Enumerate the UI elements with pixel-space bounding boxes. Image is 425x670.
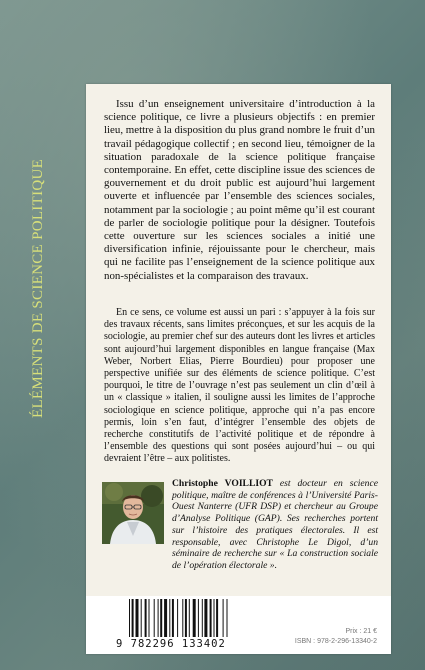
text-panel [86, 84, 391, 654]
series-title-vertical: ÉLÉMENTS DE SCIENCE POLITIQUE [30, 158, 46, 418]
barcode-bar [223, 599, 224, 637]
barcode-bar [185, 599, 187, 637]
barcode-bar [177, 599, 178, 637]
author-name: Christophe VOILLIOT [172, 478, 273, 489]
author-portrait-image [102, 482, 164, 544]
barcode-bar [193, 599, 196, 637]
barcode-bar [172, 599, 174, 637]
barcode-bar [227, 599, 228, 637]
barcode-bar [158, 599, 159, 637]
barcode-bar [202, 599, 203, 637]
barcode-bar [169, 599, 170, 637]
barcode-bar [198, 599, 199, 637]
second-paragraph: En ce sens, ce volume est aussi un pari : s’appuyer à la fois sur des travaux récents, sans limites préconçues, et sur les acquis de la sociologie, au premier chef sur des auteurs dont les livres et articles sont aujourd’hui largement disponibles en langue française (Max Weber, Norbert Elias, Pierre Bourdieu) pour proposer une perspective unifiée sur des éléments de science politique. C’est pourquoi, le titre de l’ouvrage n’est pas seulement un clin d’œil à un « classique » italien, il souligne aussi les limites de l’approche sociologique en science politique, approche qui n’a pas encore permis, loin s’en faut, d’intégrer l’ensemble des objets de recherche constitutifs de l’activité politique et de répondre à l’ensemble des questions qui sont posées aujourd’hui – ou qui devraient l’être – aux politistes. [104, 307, 375, 465]
barcode-bar [182, 599, 183, 637]
barcode-bar [141, 599, 142, 637]
intro-paragraph: Issu d’un enseignement universitaire d’introduction à la science politique, ce livre a plusieurs objectifs : en premier lieu, mettre à la disposition du plus grand nombre le fruit d’un travail pédagogique collectif ; en second lieu, témoigner de la situation paradoxale de la science politique française contemporaine. En effet, cette discipline issue des sciences de gouvernement et du droit public est aujourd’hui largement ouverte et influencée par l’ensemble des sciences sociales, notamment par la sociologie ; au point même qu’il est courant de parler de sociologie politique pour la désigner. Toutefois cette ouverture sur les sciences sociales a initié une diversification infinie, réjouissante pour le chercheur, mais qui ne facilite pas l’enseignement de la science politique aux non-spécialistes et la comparaison des travaux. [104, 98, 376, 282]
isbn-label: ISBN : 978-2-296-13340-2 [294, 638, 377, 645]
barcode-bar [154, 599, 155, 637]
isbn-barcode [128, 599, 268, 637]
barcode-bar [164, 599, 167, 637]
barcode-bar [204, 599, 207, 637]
barcode-bar [189, 599, 190, 637]
barcode-bar [149, 599, 150, 637]
barcode-number: 9 782296 133402 [116, 638, 226, 650]
price-label: Prix : 21 € [345, 628, 377, 635]
barcode-bar [136, 599, 139, 637]
barcode-area [86, 596, 391, 654]
author-photo [102, 482, 164, 544]
barcode-bar [129, 599, 130, 637]
barcode-bar [132, 599, 134, 637]
barcode-bar [210, 599, 212, 637]
author-description: est docteur en science politique, maître de conférences à l’Université Paris-Ouest Nanterre (UFR DSP) et chercheur au Groupe d’Analyse Politique (GAP). Ses recherches portent sur l’histoire des pratiques électorales. Il est responsable, avec Christophe Le Digol, d’un séminaire de recherche sur « La construction sociale de l’opération électorale ». [172, 478, 378, 571]
barcode-bar [216, 599, 218, 637]
barcode-bar [214, 599, 215, 637]
barcode-bar [145, 599, 147, 637]
author-bio [172, 478, 378, 572]
barcode-bar [160, 599, 162, 637]
